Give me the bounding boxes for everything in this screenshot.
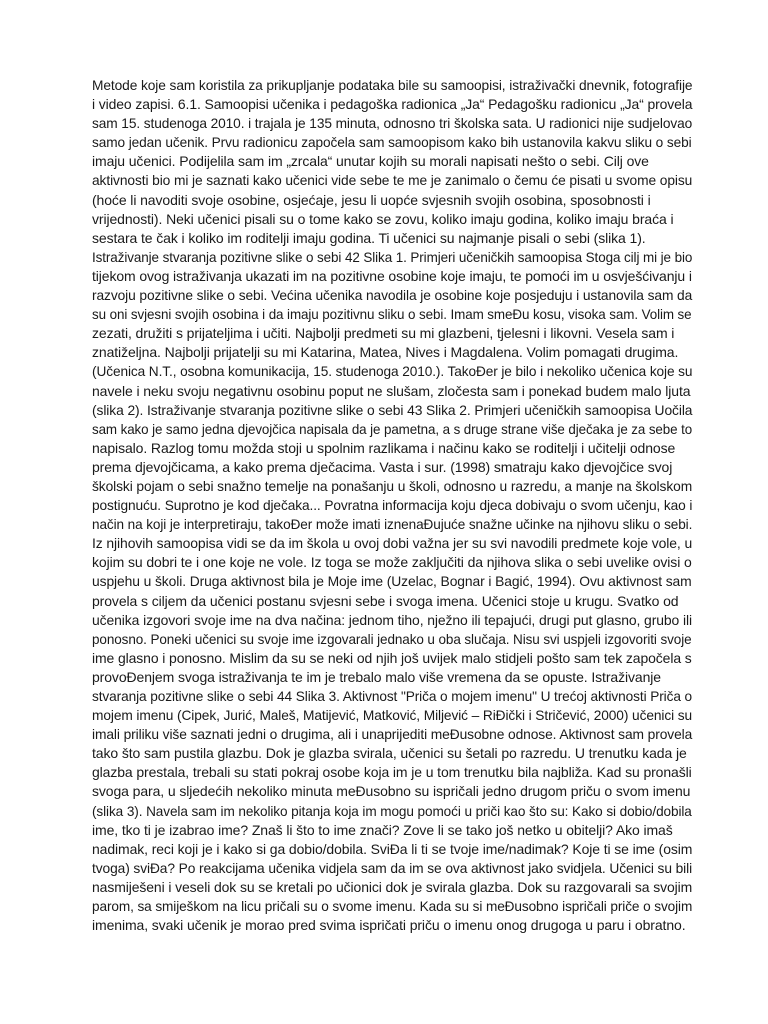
text-line: (hoće li navoditi svoje osobine, osjećaje, jesu li uopće svjesnih svojih osobina, sposobnosti i	[92, 191, 651, 208]
text-line: znatiželjna. Najbolji prijatelji su mi Katarina, Matea, Nives i Magdalena. Volim pomagati drugima.	[92, 344, 679, 361]
text-line: zezati, družiti s prijateljima i učiti. Najbolji predmeti su mi glazbeni, tjelesni i likovni. Vesela sam i	[92, 325, 675, 342]
text-line: sam kako je samo jedna djevojčica napisala da je pametna, a s druge strane više dječaka je za sebe to	[92, 420, 693, 437]
text-line: način na koji je interpretiraju, takoĐer može imati iznenaĐujuće snažne učinke na njihovu sliku o sebi.	[92, 516, 693, 533]
text-line: kojim su dobri te i one koje ne vole. Iz toga se može zaključiti da njihova slika o sebi uvelike ovisi o	[92, 554, 692, 571]
text-line: provela s ciljem da učenici postanu svjesni sebe i svoga imena. Učenici stoje u krugu. Svatko od	[92, 592, 679, 609]
text-line: ponosno. Poneki učenici su svoje ime izgovarali jednako u oba slučaja. Nisu svi uspjeli izgovoriti svoje	[92, 630, 692, 647]
text-line: vrijednosti). Neki učenici pisali su o tome kako se zovu, koliko imaju godina, koliko imaju braća i	[92, 210, 674, 227]
text-line: tijekom ovog istraživanja ukazati im na pozitivne osobine koje imaju, te pomoći im u osvješćivanju i	[92, 267, 692, 284]
text-line: (Učenica N.T., osobna komunikacija, 15. studenoga 2010.). TakoĐer je bilo i nekoliko učenica koje su	[92, 363, 693, 380]
text-line: tvoga) sviĐa? Po reakcijama učenika vidjela sam da im se ova aktivnost jako svidjela. Učenici su bili	[92, 859, 693, 876]
text-line: samo jedan učenik. Prvu radionicu započela sam samoopisom kako bih ustanovila kakvu sliku o sebi	[92, 134, 692, 151]
text-line: su oni svjesni svojih osobina i da imaju pozitivnu sliku o sebi. Imam smeĐu kosu, visoka sam. Volim se	[92, 306, 692, 323]
text-line: navele i neku svoju negativnu osobinu poput ne slušam, zločesta sam i ponekad budem malo ljuta	[92, 382, 691, 399]
text-line: imali priliku više saznati jedni o drugima, ali i unaprijediti meĐusobne odnose. Aktivnost sam provela	[92, 726, 693, 743]
text-line: aktivnosti bio mi je saznati kako učenici vide sebe te me je zanimalo o čemu će pisati u svome opisu	[92, 172, 693, 189]
text-line: ime, tko ti je izabrao ime? Znaš li što to ime znači? Zove li se tako još netko u obitelji? Ako imaš	[92, 821, 673, 838]
text-line: mojem imenu (Cipek, Jurić, Maleš, Matijević, Matković, Miljević – RiĐički i Stričević, 2000) učenici su	[92, 707, 693, 724]
text-line: učenika izgovori svoje ime na dva načina: jednom tiho, nježno ili tepajući, drugi put glasno, grubo ili	[92, 611, 692, 628]
text-line: Metode koje sam koristila za prikupljanje podataka bile su samoopisi, istraživački dnevnik, fotografije	[92, 77, 693, 93]
text-line: sestara te čak i koliko im roditelji imaju godina. Ti učenici su najmanje pisali o sebi (slika 1).	[92, 229, 646, 246]
text-line: ime glasno i ponosno. Mislim da su se neki od njih još uvijek malo stidjeli pošto sam tek započela s	[92, 649, 692, 666]
text-line: (slika 2). Istraživanje stvaranja pozitivne slike o sebi 43 Slika 2. Primjeri učeničkih samoopisa Uočila	[92, 401, 693, 418]
text-line: postignuću. Suprotno je kod dječaka... Povratna informacija koju djeca dobivaju o svom učenju, kao i	[92, 497, 693, 514]
text-line: nadimak, reci koji je i kako si ga dobio/dobila. SviĐa li ti se tvoje ime/nadimak? Koje ti se ime (osim	[92, 840, 693, 857]
text-line: parom, sa smiješkom na licu pričali su o svome imenu. Kada su si meĐusobno ispričali priče o svojim	[92, 898, 693, 915]
text-line: stvaranja pozitivne slike o sebi 44 Slika 3. Aktivnost "Priča o mojem imenu" U trećoj aktivnosti Priča o	[92, 688, 693, 704]
text-line: imenima, svaki učenik je morao pred svima ispričati priču o imenu onog drugoga u paru i obratno.	[92, 917, 686, 934]
text-line: svoga para, u sljedećih nekoliko minuta meĐusobno su ispričali jedno drugom priču o svom imenu	[92, 783, 691, 800]
text-line: uspjehu u školi. Druga aktivnost bila je Moje ime (Uzelac, Bognar i Bagić, 1994). Ovu aktivnost sam	[92, 573, 692, 590]
text-line: i video zapisi. 6.1. Samoopisi učenika i pedagoška radionica „Ja“ Pedagošku radionicu „Ja“ provela	[92, 96, 693, 113]
text-line: imaju učenici. Podijelila sam im „zrcala“ unutar kojih su morali napisati nešto o sebi. Cilj ove	[92, 153, 649, 170]
text-line: provoĐenjem svoga istraživanja te im je trebalo malo više vremena da se opuste. Istraživanje	[92, 668, 661, 685]
text-line: školski pojam o sebi snažno temelje na ponašanju u školi, odnosno u razredu, a manje na školskom	[92, 477, 693, 494]
text-line: Istraživanje stvaranja pozitivne slike o sebi 42 Slika 1. Primjeri učeničkih samoopisa Stoga cilj mi je bio	[92, 248, 693, 265]
text-line: sam 15. studenoga 2010. i trajala je 135 minuta, odnosno tri školska sata. U radionici nije sudjelovao	[92, 115, 693, 132]
text-line: prema djevojčicama, a kako prema dječacima. Vasta i sur. (1998) smatraju kako djevojčice svoj	[92, 458, 673, 475]
text-line: (slika 3). Navela sam im nekoliko pitanja koja im mogu pomoći u priči kao što su: Kako si dobio/dobila	[92, 802, 692, 819]
text-line: Iz njihovih samoopisa vidi se da im škola u ovoj dobi važna jer su svi navodili predmete koje vole, u	[92, 535, 693, 552]
text-line: razvoju pozitivne slike o sebi. Većina učenika navodila je osobine koje posjeduju i ustanovila sam da	[92, 287, 693, 304]
text-line: napisalo. Razlog tomu možda stoji u spolnim razlikama i načinu kako se roditelji i učitelji odnose	[92, 439, 676, 456]
document-body-text	[92, 76, 692, 935]
text-line: tako što sam pustila glazbu. Dok je glazba svirala, učenici su šetali po razredu. U trenutku kada je	[92, 745, 687, 762]
text-line: nasmiješeni i veseli dok su se kretali po učionici dok je svirala glazba. Dok su razgovarali sa svojim	[92, 878, 693, 895]
text-line: glazba prestala, trebali su stati pokraj osobe koja im je u tom trenutku bila najbliža. Kad su pronašli	[92, 764, 692, 781]
